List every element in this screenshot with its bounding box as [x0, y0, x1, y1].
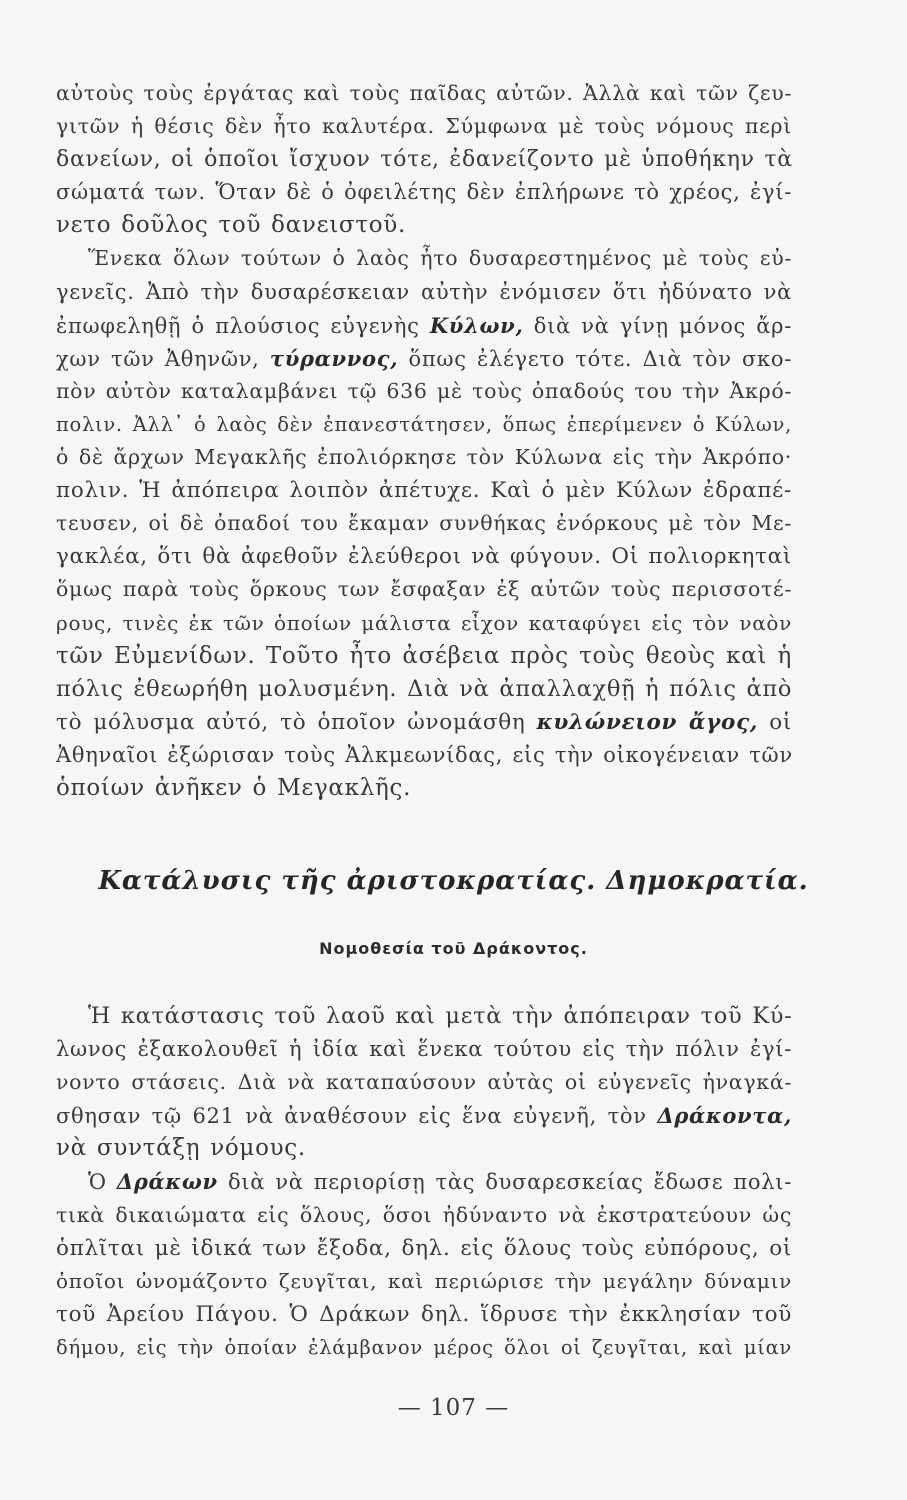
main-text-upper	[56, 77, 792, 805]
section-title: Κατάλυσις τῆς ἀριστοκρατίας. Δημοκρατία.	[98, 866, 809, 896]
p2-line-7: ὁ δὲ ἄρχων Μεγακλῆς ἐπολιόρκησε τὸν Κύλωνα εἰς τὴν Ἀκρόπο·	[56, 445, 792, 470]
subsection-title: Νομοθεσία τοῦ Δράκοντος.	[319, 939, 588, 958]
p2-line-5: πὸν αὐτὸν καταλαμβάνει τῷ 636 μὲ τοὺς ὀπαδούς του τὴν Ἀκρό-	[56, 378, 792, 403]
p3-line-5: νὰ συντάξῃ νόμους.	[56, 1135, 306, 1162]
p1-line-3: δανείων, οἱ ὁποῖοι ἴσχυον τότε, ἐδανείζοντο μὲ ὑποθήκην τὰ	[56, 147, 793, 173]
name-kylon: Κύλων,	[429, 312, 524, 338]
p1-line-1: αὐτοὺς τοὺς ἐργάτας καὶ τοὺς παῖδας αὐτῶν. Ἀλλὰ καὶ τῶν ζευ-	[56, 81, 792, 105]
p2-line-4-pre: χων τῶν Ἀθηνῶν,	[56, 346, 270, 371]
name-drakon: Δράκων	[116, 1169, 218, 1195]
p4-line-5: τοῦ Ἀρείου Πάγου. Ὁ Δράκων δηλ. ἵδρυσε τὴν ἐκκλησίαν τοῦ	[56, 1301, 792, 1327]
p2-line-8: πολιν. Ἡ ἀπόπειρα λοιπὸν ἀπέτυχε. Καὶ ὁ μὲν Κύλων ἐδραπέ-	[56, 478, 792, 504]
p3-line-1: Ἡ κατάστασις τοῦ λαοῦ καὶ μετὰ τὴν ἀπόπειραν τοῦ Κύ-	[88, 1003, 793, 1029]
p2-line-16: Ἀθηναῖοι ἐξώρισαν τοὺς Ἀλκμεωνίδας, εἰς τὴν οἰκογένειαν τῶν	[56, 742, 793, 767]
p1-line-4: σώματά των. Ὅταν δὲ ὁ ὀφειλέτης δὲν ἐπλήρωνε τὸ χρέος, ἐγί-	[56, 180, 792, 205]
p2-line-3-pre: ἐπωφεληθῇ ὁ πλούσιος εὐγενὴς	[56, 313, 430, 338]
p2-line-12: ρους, τινὲς ἐκ τῶν ὁποίων μάλιστα εἶχον καταφύγει εἰς τὸν ναὸν	[56, 610, 792, 635]
p3-line-2: λωνος ἐξακολουθεῖ ἡ ἰδία καὶ ἕνεκα τούτου εἰς τὴν πόλιν ἐγί-	[56, 1037, 792, 1062]
p2-line-3	[56, 309, 792, 342]
p2-line-9: τευσεν, οἱ δὲ ὀπαδοί του ἔκαμαν συνθήκας ἐνόρκους μὲ τὸν Με-	[56, 511, 792, 536]
p2-line-11: ὅμως παρὰ τοὺς ὅρκους των ἔσφαξαν ἐξ αὐτῶν τοὺς περισσοτέ-	[56, 577, 792, 602]
p4-line-2: τικὰ δικαιώματα εἰς ὅλους, ὅσοι ἠδύναντο νὰ ἐκστρατεύουν ὡς	[56, 1202, 792, 1227]
page-number: — 107 —	[397, 1395, 510, 1421]
p2-line-4	[56, 342, 792, 375]
p2-line-13: τῶν Εὐμενίδων. Τοῦτο ἦτο ἀσέβεια πρὸς τοὺς θεοὺς καὶ ἡ	[56, 642, 792, 669]
p2-line-15-post: οἱ	[758, 709, 792, 735]
p1-line-2: γιτῶν ἡ θέσις δὲν ἦτο καλυτέρα. Σύμφωνα μὲ τοὺς νόμους περὶ	[56, 114, 792, 139]
p4-line-6: δήμου, εἰς τὴν ὁποίαν ἐλάμβανον μέρος ὅλοι οἱ ζευγῖται, καὶ μίαν	[56, 1335, 792, 1359]
p2-line-6: πολιν. Ἀλλ᾽ ὁ λαὸς δὲν ἐπανεστάτησεν, ὅπως ἐπερίμενεν ὁ Κύλων,	[56, 412, 792, 436]
p2-line-15-pre: τὸ μόλυσμα αὐτό, τὸ ὁποῖον ὠνομάσθη	[56, 709, 537, 735]
p4-line-3: ὁπλῖται μὲ ἰδικά των ἔξοδα, δηλ. εἰς ὅλους τοὺς εὐπόρους, οἱ	[56, 1235, 792, 1261]
p2-line-10: γακλέα, ὅτι θὰ ἀφεθοῦν ἐλεύθεροι νὰ φύγουν. Οἱ πολιορκηταὶ	[56, 544, 792, 570]
p3-line-3: νοντο στάσεις. Διὰ νὰ καταπαύσουν αὐτὰς οἱ εὐγενεῖς ἠναγκά-	[56, 1070, 792, 1095]
p1-line-5: νετο δοῦλος τοῦ δανειστοῦ.	[56, 212, 406, 239]
p2-line-1: Ἕνεκα ὅλων τούτων ὁ λαὸς ἦτο δυσαρεστημένος μὲ τοὺς εὐ-	[88, 246, 792, 271]
p2-line-2: γενεῖς. Ἀπὸ τὴν δυσαρέσκειαν αὐτὴν ἐνόμισεν ὅτι ἠδύνατο νὰ	[56, 279, 792, 304]
p4-line-1-post: διὰ νὰ περιορίσῃ τὰς δυσαρεσκείας ἔδωσε πολι-	[217, 1170, 792, 1195]
p3-line-4	[56, 1099, 792, 1132]
p4-line-1-pre: Ὁ	[88, 1170, 117, 1195]
p2-line-15	[56, 706, 792, 739]
name-drakonta: Δράκοντα,	[657, 1103, 792, 1129]
p2-line-17: ὁποίων ἀνῆκεν ὁ Μεγακλῆς.	[56, 774, 412, 801]
p4-line-4: ὁποῖοι ὠνομάζοντο ζευγῖται, καὶ περιώρισε τὴν μεγάλην δύναμιν	[56, 1268, 792, 1293]
term-kyloneion-agos: κυλώνειον ἄγος,	[536, 709, 759, 735]
p4-line-1	[56, 1165, 792, 1198]
p2-line-4-post: ὅπως ἐλέγετο τότε. Διὰ τὸν σκο-	[398, 346, 793, 371]
p2-line-14: πόλις ἐθεωρήθη μολυσμένη. Διὰ νὰ ἀπαλλαχθῇ ἡ πόλις ἀπὸ	[56, 675, 793, 702]
main-text-lower	[56, 1000, 792, 1364]
p3-line-4-pre: σθησαν τῷ 621 νὰ ἀναθέσουν εἰς ἕνα εὐγενῆ, τὸν	[56, 1104, 658, 1129]
term-tyrannos: τύραννος,	[269, 345, 399, 371]
p2-line-3-post: διὰ νὰ γίνῃ μόνος ἄρ-	[523, 313, 792, 338]
